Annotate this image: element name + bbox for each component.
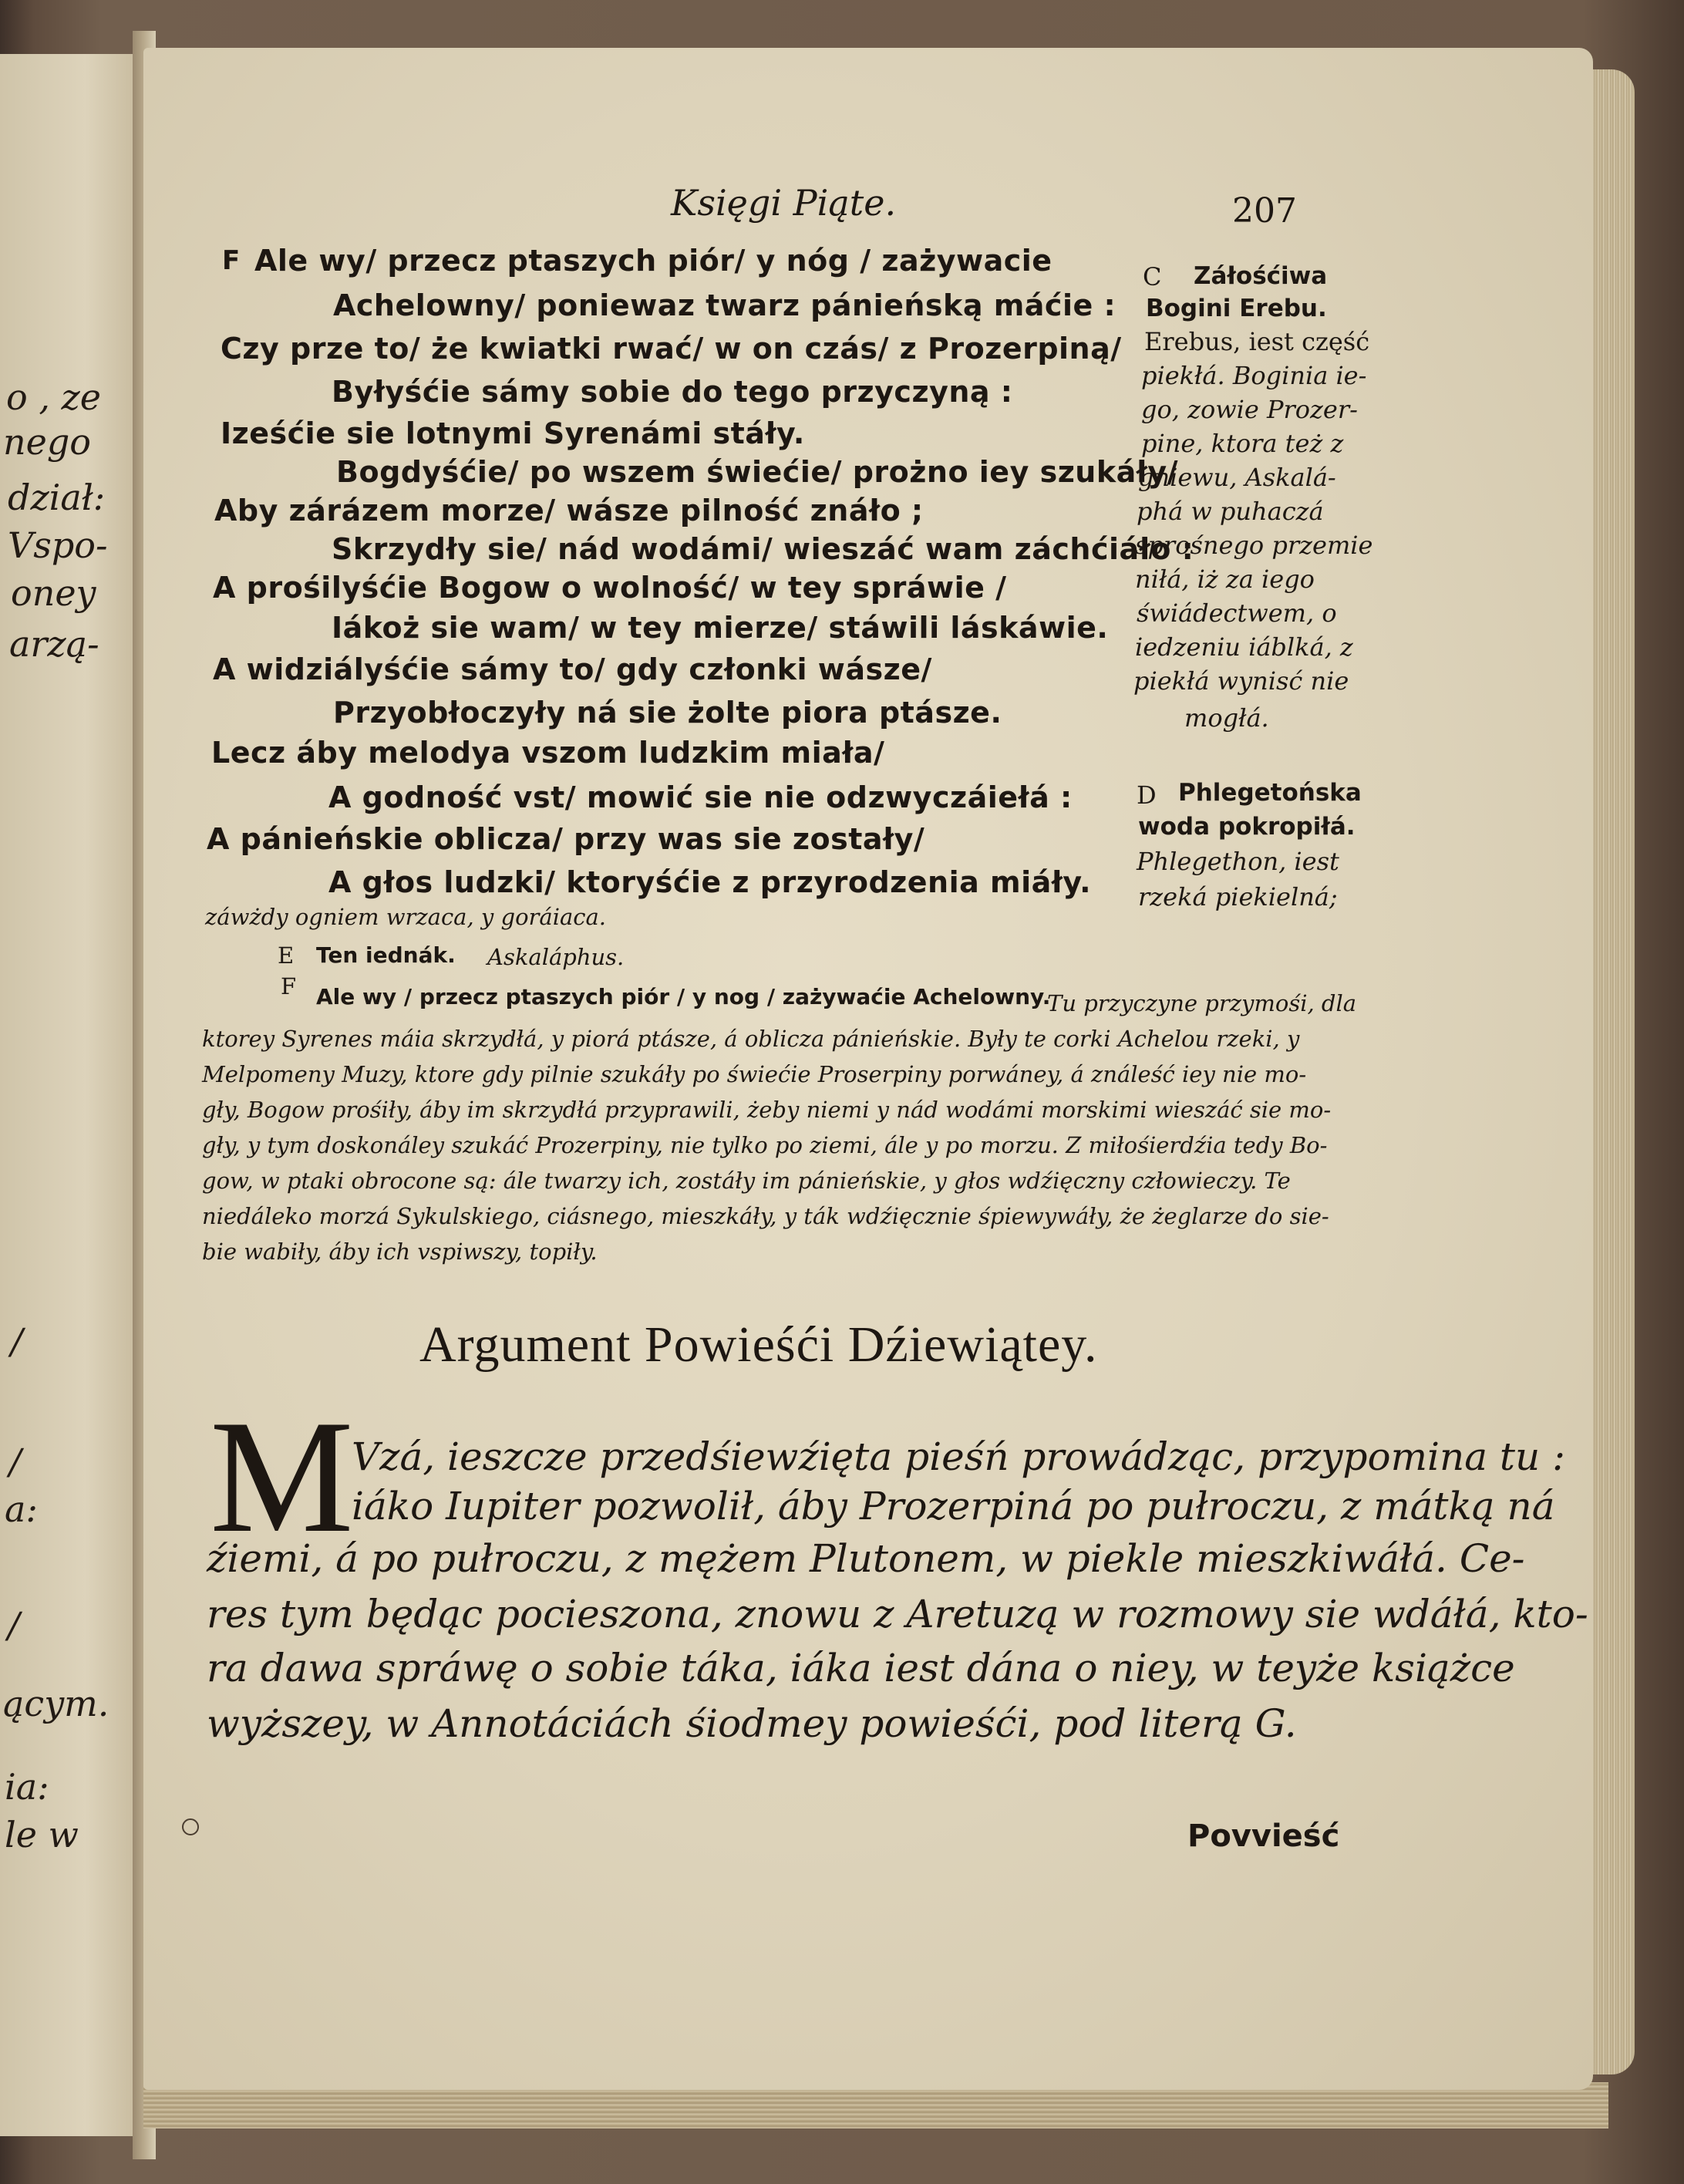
verse-line: Przyobłoczyły ná sie żolte piora ptásze. (333, 696, 1002, 730)
page-number: 207 (1232, 191, 1297, 231)
verse-line: Iákoż sie wam/ w tey mierze/ stáwili láskáwie. (332, 611, 1109, 645)
footnote-line: gły, Bogow prośiły, áby im skrzydłá przyprawili, żeby niemi y nád wodámi morskimi wieszáć sie mo- (202, 1097, 1332, 1123)
note-line: Phlegetońska (1178, 779, 1362, 807)
argument-line: iáko Iupiter pozwolił, áby Prozerpiná po pułroczu, z mátką ná (352, 1484, 1555, 1528)
argument-line: wyższey, w Annotáciách śiodmey powieśći, pod literą G. (207, 1701, 1297, 1746)
catchword: Povvieść (1187, 1818, 1340, 1854)
note-line: Erebus, iest część (1144, 327, 1370, 356)
note-line: phá w puhaczá (1137, 497, 1324, 526)
verse-line: A głos ludzki/ ktoryśćie z przyrodzenia miáły. (328, 865, 1092, 899)
footnote-line: ktorey Syrenes máia skrzydłá, y piorá ptásze, á oblicza pánieńskie. Były te corki Achelou rzeki, y (202, 1026, 1300, 1052)
note-line: piekłá. Boginia ie- (1141, 361, 1367, 390)
footnote-quote: Ale wy / przecz ptaszych piór / y nog / zażywaćie Achelowny. (316, 984, 1051, 1009)
note-line: rzeká piekielná; (1138, 882, 1338, 912)
argument-line: źiemi, á po pułroczu, z mężem Plutonem, w piekle mieszkiwáłá. Ce- (207, 1536, 1525, 1581)
footnote-line: gow, w ptaki obrocone są: ále twarzy ich, zostáły im pánieńskie, y głos wdźięczny człowieczy. Te (202, 1168, 1291, 1194)
footnote-marker-f: F (281, 973, 297, 999)
verse-line: Ale wy/ przecz ptaszych piór/ y nóg / zażywacie (254, 244, 1052, 278)
verse-line: A widziályśćie sámy to/ gdy członki wásze/ (213, 652, 932, 686)
note-line: Phlegethon, iest (1137, 847, 1339, 876)
note-line: Záłośćiwa (1194, 262, 1328, 290)
verse-line: Aby zárázem morze/ wásze pilność znáło ; (214, 494, 924, 527)
note-line: mogłá. (1184, 703, 1269, 733)
footnote-line: Tu przyczyne przymośi, dla (1047, 990, 1357, 1016)
verse-line: Bogdyśćie/ po wszem świećie/ prożno iey szukáły/ (336, 455, 1179, 489)
ornament-dot (182, 1818, 199, 1835)
note-marker-d: D (1137, 780, 1157, 810)
verse-line: A prośilyśćie Bogow o wolność/ w tey spráwie / (213, 571, 1007, 605)
drop-cap: M (210, 1387, 354, 1566)
left-fragment: o , ze (6, 376, 102, 418)
footnote-text: Ten iednák. (316, 942, 456, 968)
left-fragment: arzą- (9, 623, 99, 665)
verse-line: Iześćie sie lotnymi Syrenámi stáły. (221, 416, 805, 450)
verse-line: Skrzydły sie/ nád wodámi/ wieszáć wam záchćiáło : (332, 532, 1194, 566)
note-line: piekłá wynisć nie (1133, 666, 1349, 696)
verse-line: A godność vst/ mowić sie nie odzwyczáiełá : (328, 780, 1073, 814)
argument-line: Vzá, ieszcze przedśiewźięta pieśń prowádząc, przypomina tu : (352, 1434, 1565, 1479)
left-fragment: oney (11, 572, 96, 614)
note-line: sprośnego przemie (1135, 531, 1373, 560)
note-line: Bogini Erebu. (1146, 295, 1327, 322)
footnote-line: gły, y tym doskonáley szukáć Prozerpiny, nie tylko po ziemi, ále y po morzu. Z miłośierdźia tedy Bo- (202, 1132, 1328, 1158)
left-fragment: / (9, 1441, 22, 1482)
footnote-line: Melpomeny Muzy, ktore gdy pilnie szukáły po świećie Proserpiny porwáney, á ználeść iey nie mo- (202, 1061, 1307, 1087)
note-line: woda pokropiłá. (1138, 813, 1356, 841)
argument-line: res tym będąc pocieszona, znowu z Aretuzą w rozmowy sie wdáłá, kto- (207, 1592, 1588, 1636)
note-line: gniewu, Askalá- (1138, 463, 1336, 492)
note-line: go, zowie Prozer- (1141, 395, 1358, 424)
footnote-line: bie wabiły, áby ich vspiwszy, topiły. (202, 1239, 598, 1265)
verse-line: Byłyśćie sámy sobie do tego przyczyną : (332, 375, 1013, 409)
left-fragment: le w (5, 1814, 79, 1855)
left-fragment: ia: (5, 1766, 49, 1808)
left-fragment: Vspo- (8, 524, 108, 566)
left-fragment: / (11, 1320, 23, 1362)
section-heading: Argument Powieśći Dźiewiątey. (419, 1316, 1098, 1373)
argument-line: ra dawa spráwę o sobie táka, iáka iest dána o niey, w teyże książce (207, 1646, 1515, 1690)
left-fragment: nego (3, 421, 91, 463)
left-fragment: a: (5, 1488, 38, 1530)
verse-line: Achelowny/ poniewaz twarz pánieńską máćie : (333, 288, 1116, 322)
note-marker-c: C (1143, 262, 1162, 292)
running-head: Księgi Piąte. (671, 182, 897, 224)
left-fragment: dział: (8, 477, 106, 518)
left-fragment: ącym. (3, 1683, 109, 1724)
note-line: świádectwem, o (1137, 598, 1337, 628)
note-line: niłá, iż za iego (1135, 565, 1315, 594)
footnote-marker-e: E (278, 942, 295, 969)
note-line: iedzeniu iáblká, z (1135, 632, 1353, 662)
note-line: pine, ktora też z (1141, 429, 1344, 458)
left-fragment: / (8, 1604, 20, 1646)
verse-line: A pánieńskie oblicza/ przy was sie zostały/ (207, 822, 925, 856)
footnote-line: niedáleko morzá Sykulskiego, ciásnego, mieszkáły, y ták wdźięcznie śpiewywáły, że żeglarze do sie- (202, 1203, 1329, 1229)
note-marker-f: F (222, 245, 241, 276)
verse-line: Lecz áby melodya vszom ludzkim miała/ (211, 736, 885, 770)
verse-line: Czy prze to/ że kwiatki rwać/ w on czás/ z Prozerpiną/ (221, 332, 1122, 366)
footnote-line: záwżdy ogniem wrzaca, y goráiaca. (205, 904, 607, 930)
footnote-text: Askaláphus. (487, 944, 625, 970)
